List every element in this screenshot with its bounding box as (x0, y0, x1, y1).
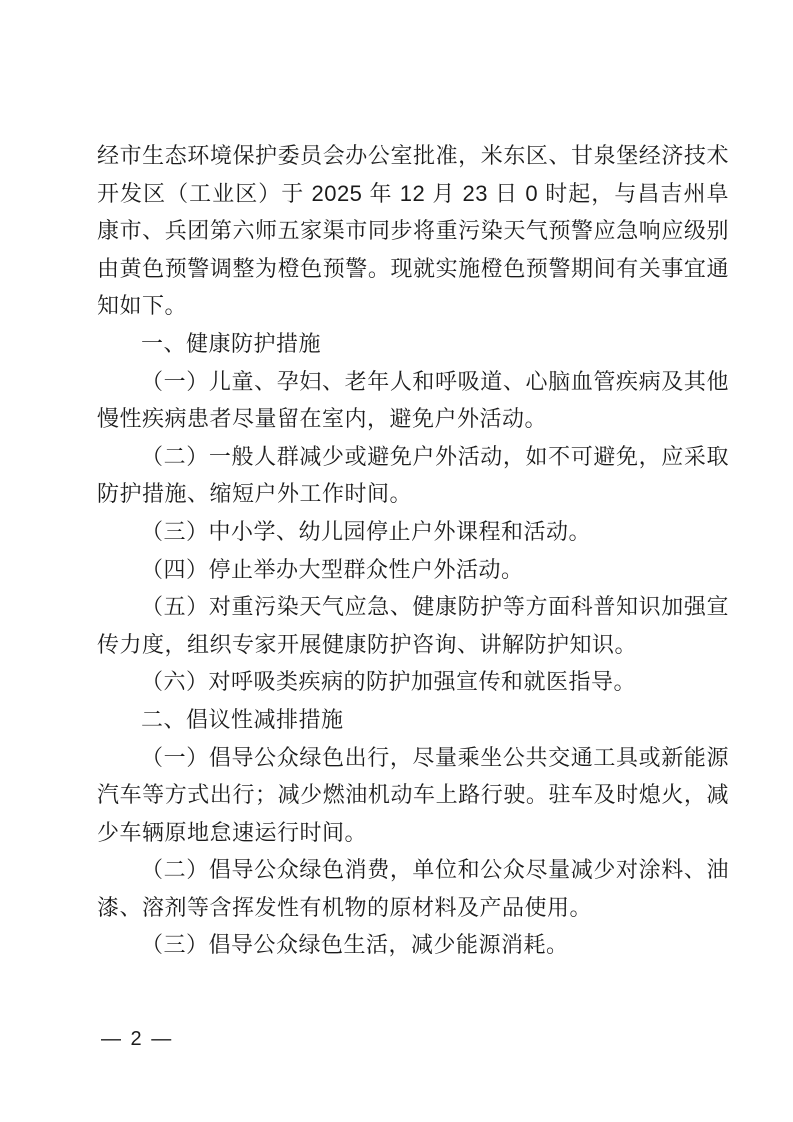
paragraph-intro-continuation: 经市生态环境保护委员会办公室批准，米东区、甘泉堡经济技术开发区（工业区）于 2025 年 12 月 23 日 0 时起，与昌吉州阜康市、兵团第六师五家渠市同步将重污染天气预警应急响应级别由黄色预警调整为橙色预警。现就实施橙色预警期间有关事宜通知如下。 (97, 143, 729, 319)
heading-section-2: 二、倡议性减排措施 (141, 706, 344, 732)
para-item-1-1: （一）儿童、孕妇、老年人和呼吸道、心脑血管疾病及其他慢性疾病患者尽量留在室内，避免户外活动。 (97, 368, 729, 432)
page-number: — 2 — (101, 1028, 174, 1050)
para-item-2-2: （二）倡导公众绿色消费，单位和公众尽量减少对涂料、油漆、溶剂等含挥发性有机物的原材料及产品使用。 (97, 857, 729, 920)
para-item-1-4: （四）停止举办大型群众性户外活动。 (141, 556, 524, 582)
para-item-1-6: （六）对呼吸类疾病的防护加强宣传和就医指导。 (141, 669, 637, 695)
para-item-2-1: （一）倡导公众绿色出行，尽量乘坐公共交通工具或新能源汽车等方式出行；减少燃油机动车上路行驶。驻车及时熄火，减少车辆原地怠速运行时间。 (97, 744, 729, 845)
para-item-1-2: （二）一般人群减少或避免户外活动，如不可避免，应采取防护措施、缩短户外工作时间。 (97, 443, 729, 507)
heading-section-1: 一、健康防护措施 (141, 330, 322, 356)
document-body (97, 137, 729, 964)
para-item-1-5: （五）对重污染天气应急、健康防护等方面科普知识加强宣传力度，组织专家开展健康防护咨询、讲解防护知识。 (97, 594, 729, 657)
para-item-1-3: （三）中小学、幼儿园停止户外课程和活动。 (141, 518, 592, 544)
para-item-2-3: （三）倡导公众绿色生活，减少能源消耗。 (141, 932, 569, 958)
